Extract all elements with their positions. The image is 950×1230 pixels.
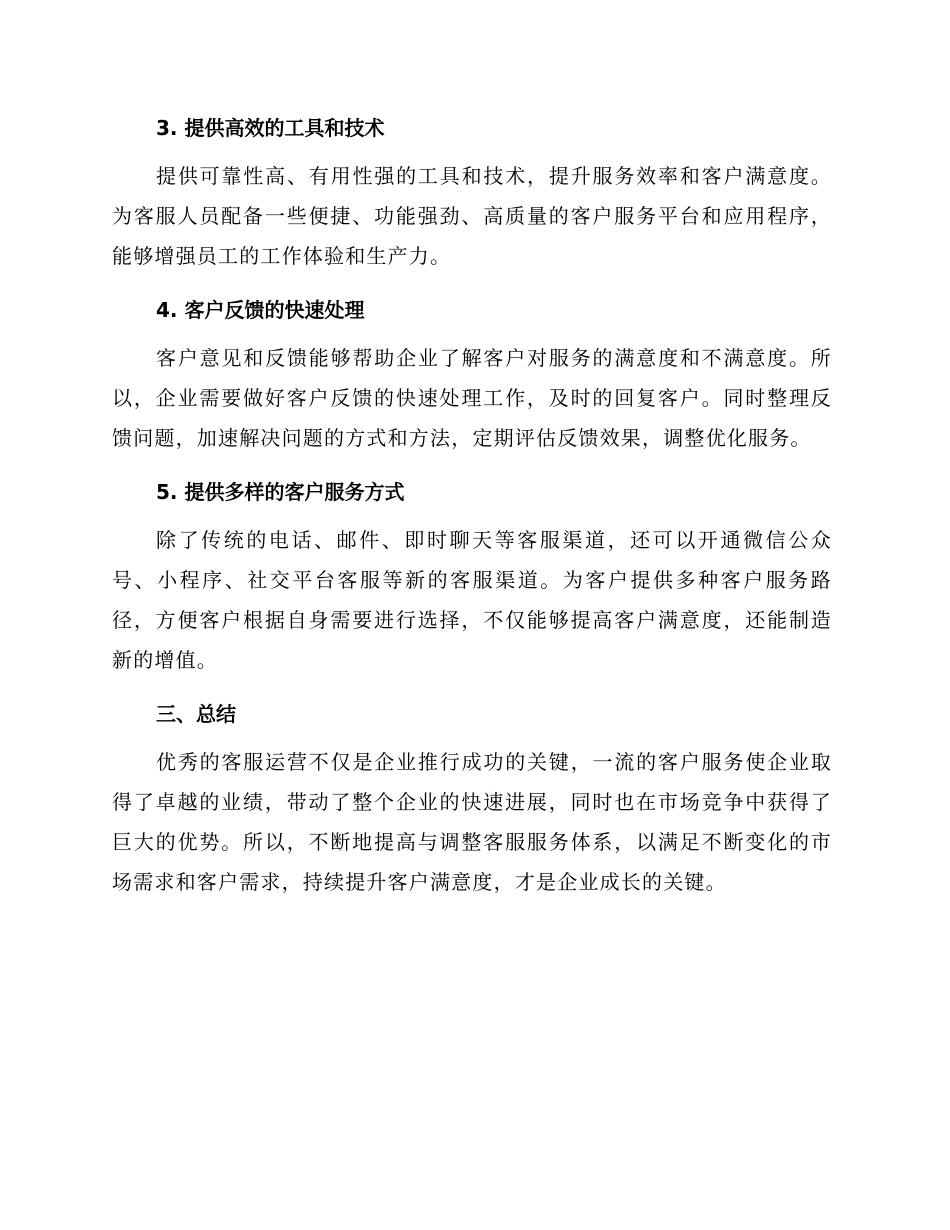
section-heading-channels: 5. 提供多样的客户服务方式 [156,480,405,504]
section-paragraph-tools: 提供可靠性高、有用性强的工具和技术，提升服务效率和客户满意度。为客服人员配备一些便捷、功能强劲、高质量的客户服务平台和应用程序，能够增强员工的工作体验和生产力。 [112,164,832,268]
section-heading-tools: 3. 提供高效的工具和技术 [156,116,385,140]
document-page [112,108,832,916]
section-paragraph-summary: 优秀的客服运营不仅是企业推行成功的关键，一流的客户服务使企业取得了卓越的业绩，带动了整个企业的快速进展，同时也在市场竞争中获得了巨大的优势。所以，不断地提高与调整客服服务体系，以满足不断变化的市场需求和客户需求，持续提升客户满意度，才是企业成长的关键。 [112,750,832,894]
section-paragraph-feedback: 客户意见和反馈能够帮助企业了解客户对服务的满意度和不满意度。所以，企业需要做好客户反馈的快速处理工作，及时的回复客户。同时整理反馈问题，加速解决问题的方式和方法，定期评估反馈效果，调整优化服务。 [112,346,832,450]
section-heading-feedback: 4. 客户反馈的快速处理 [156,298,365,322]
section-paragraph-channels: 除了传统的电话、邮件、即时聊天等客服渠道，还可以开通微信公众号、小程序、社交平台客服等新的客服渠道。为客户提供多种客户服务路径，方便客户根据自身需要进行选择，不仅能够提高客户满意度，还能制造新的增值。 [112,528,832,672]
section-heading-summary: 三、总结 [156,702,236,726]
